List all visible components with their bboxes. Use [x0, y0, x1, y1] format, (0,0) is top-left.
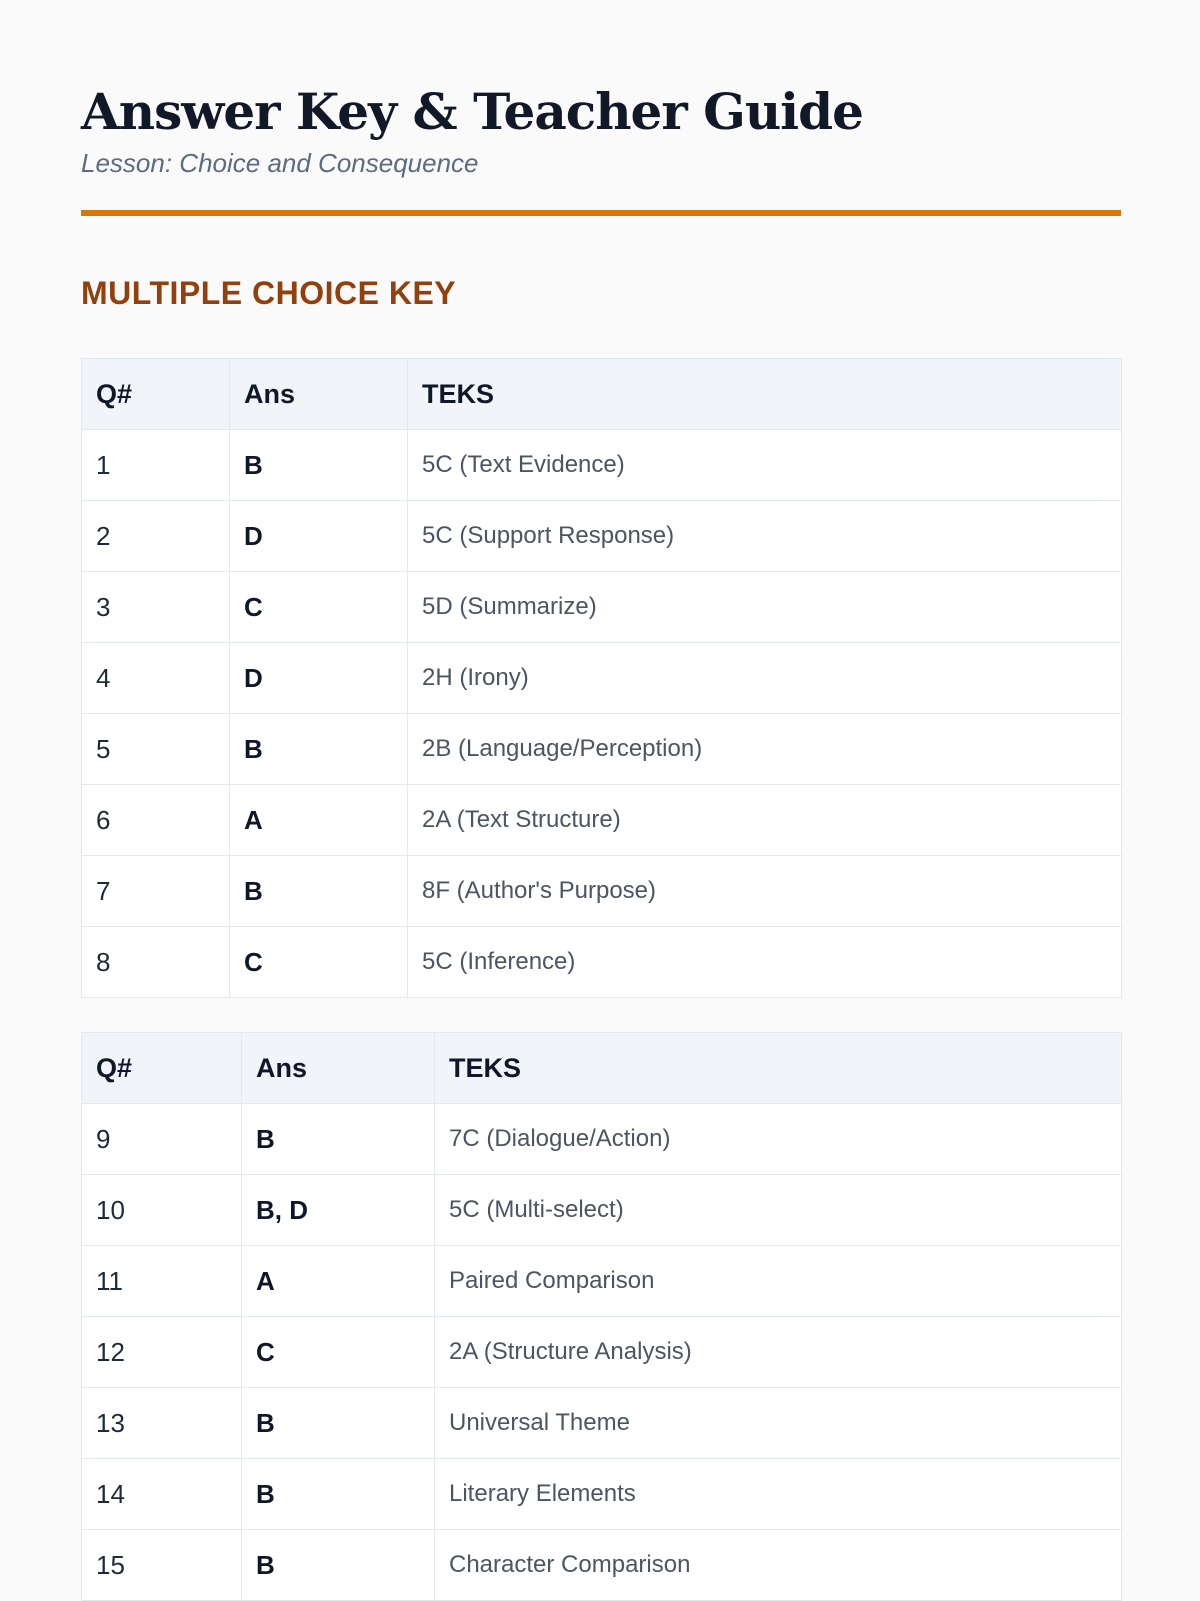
- teks-cell: 5D (Summarize): [408, 572, 1122, 643]
- question-number: 1: [82, 430, 230, 501]
- teks-cell: Paired Comparison: [435, 1246, 1122, 1317]
- answer-cell: B: [230, 856, 408, 927]
- table-row: [82, 1104, 1122, 1175]
- question-number: 14: [82, 1459, 242, 1530]
- table-row: [82, 785, 1122, 856]
- answer-cell: D: [230, 501, 408, 572]
- column-header-answer: Ans: [230, 359, 408, 430]
- table-header-row: [82, 359, 1122, 430]
- lesson-subtitle: Lesson: Choice and Consequence: [81, 148, 479, 178]
- teks-cell: 2H (Irony): [408, 643, 1122, 714]
- question-number: 3: [82, 572, 230, 643]
- question-number: 15: [82, 1530, 242, 1601]
- teks-cell: 5C (Inference): [408, 927, 1122, 998]
- header-divider: [81, 210, 1121, 216]
- answer-cell: D: [230, 643, 408, 714]
- question-number: 10: [82, 1175, 242, 1246]
- teks-cell: 5C (Text Evidence): [408, 430, 1122, 501]
- column-header-teks: TEKS: [435, 1033, 1122, 1104]
- table-row: [82, 1388, 1122, 1459]
- answer-cell: A: [242, 1246, 435, 1317]
- teks-cell: 7C (Dialogue/Action): [435, 1104, 1122, 1175]
- question-number: 5: [82, 714, 230, 785]
- column-header-teks: TEKS: [408, 359, 1122, 430]
- section-heading: MULTIPLE CHOICE KEY: [81, 275, 457, 311]
- teks-cell: Literary Elements: [435, 1459, 1122, 1530]
- page-title: Answer Key & Teacher Guide: [81, 82, 863, 141]
- column-header-answer: Ans: [242, 1033, 435, 1104]
- answer-cell: B: [242, 1104, 435, 1175]
- table-row: [82, 1175, 1122, 1246]
- answer-cell: B: [230, 430, 408, 501]
- answer-cell: B: [242, 1459, 435, 1530]
- question-number: 2: [82, 501, 230, 572]
- teks-cell: 2B (Language/Perception): [408, 714, 1122, 785]
- question-number: 7: [82, 856, 230, 927]
- question-number: 9: [82, 1104, 242, 1175]
- teks-cell: 5C (Multi-select): [435, 1175, 1122, 1246]
- table-row: [82, 927, 1122, 998]
- column-header-question: Q#: [82, 1033, 242, 1104]
- answer-cell: C: [230, 927, 408, 998]
- answer-cell: B, D: [242, 1175, 435, 1246]
- column-header-question: Q#: [82, 359, 230, 430]
- answer-cell: C: [242, 1317, 435, 1388]
- answer-cell: B: [230, 714, 408, 785]
- teks-cell: 5C (Support Response): [408, 501, 1122, 572]
- answer-cell: B: [242, 1530, 435, 1601]
- table-row: [82, 1246, 1122, 1317]
- question-number: 6: [82, 785, 230, 856]
- answer-cell: C: [230, 572, 408, 643]
- table-row: [82, 501, 1122, 572]
- table-header-row: [82, 1033, 1122, 1104]
- table-row: [82, 430, 1122, 501]
- question-number: 8: [82, 927, 230, 998]
- question-number: 12: [82, 1317, 242, 1388]
- teks-cell: 2A (Text Structure): [408, 785, 1122, 856]
- table-row: [82, 856, 1122, 927]
- answer-key-table-1: [81, 358, 1122, 998]
- teks-cell: 8F (Author's Purpose): [408, 856, 1122, 927]
- question-number: 4: [82, 643, 230, 714]
- answer-cell: A: [230, 785, 408, 856]
- table-row: [82, 1459, 1122, 1530]
- table-row: [82, 572, 1122, 643]
- table-row: [82, 714, 1122, 785]
- question-number: 13: [82, 1388, 242, 1459]
- table-row: [82, 1317, 1122, 1388]
- answer-cell: B: [242, 1388, 435, 1459]
- table-row: [82, 643, 1122, 714]
- teks-cell: Character Comparison: [435, 1530, 1122, 1601]
- answer-key-table-2: [81, 1032, 1122, 1601]
- question-number: 11: [82, 1246, 242, 1317]
- teks-cell: Universal Theme: [435, 1388, 1122, 1459]
- teks-cell: 2A (Structure Analysis): [435, 1317, 1122, 1388]
- table-row: [82, 1530, 1122, 1601]
